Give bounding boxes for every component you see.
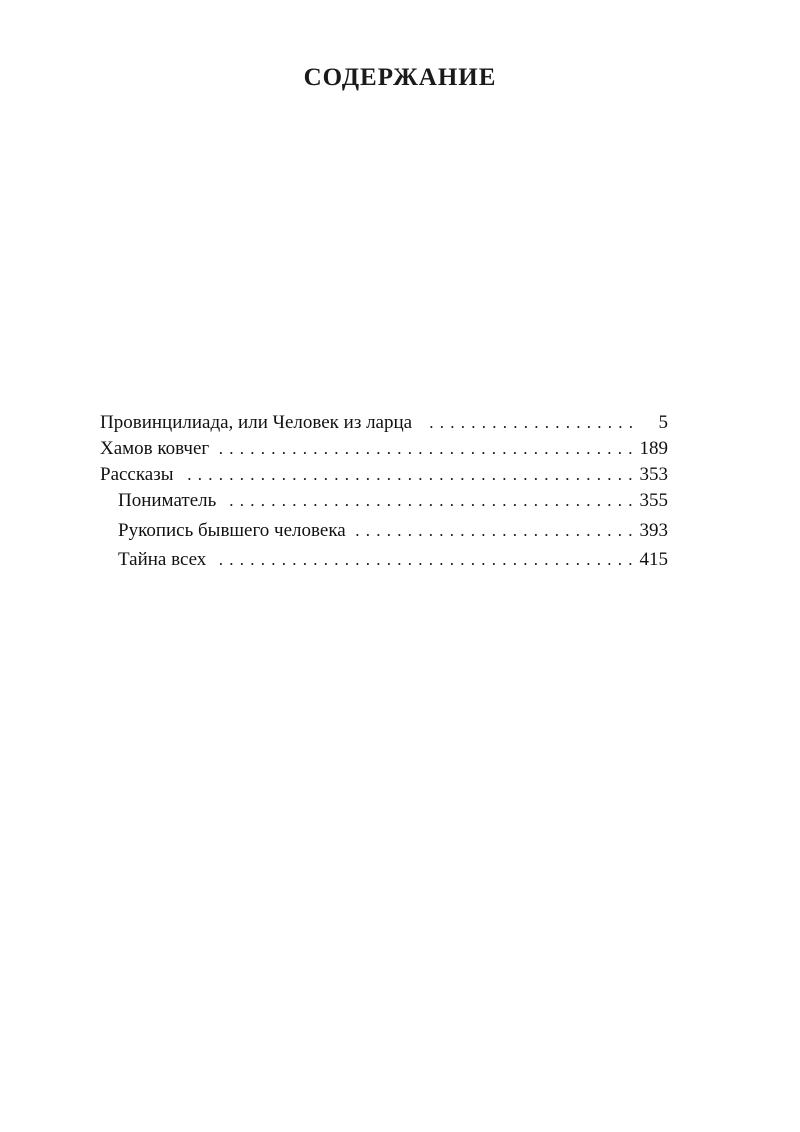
page-title: СОДЕРЖАНИЕ bbox=[303, 64, 497, 91]
toc-entry-ponimatel[interactable] bbox=[100, 488, 668, 514]
table-of-contents bbox=[100, 410, 668, 573]
toc-entry-label: Рассказы bbox=[100, 464, 174, 485]
toc-entry-page: 353 bbox=[639, 464, 668, 485]
toc-entry-page: 5 bbox=[658, 412, 668, 433]
toc-entry-label: Рукопись бывшего человека bbox=[118, 520, 346, 541]
toc-entry-page: 355 bbox=[639, 490, 668, 511]
dot-leader bbox=[219, 436, 633, 462]
dot-leader bbox=[422, 410, 634, 436]
toc-entry-page: 415 bbox=[639, 549, 668, 570]
toc-entry-page: 189 bbox=[639, 438, 668, 459]
toc-entry-rukopis[interactable] bbox=[100, 514, 668, 547]
toc-entry-label: Хамов ковчег bbox=[100, 438, 210, 459]
toc-entry-rasskazy[interactable] bbox=[100, 462, 668, 488]
toc-entry-label: Тайна всех bbox=[118, 549, 207, 570]
toc-entry-page: 393 bbox=[639, 520, 668, 541]
toc-entry-tayna-vsekh[interactable] bbox=[100, 547, 668, 573]
dot-leader bbox=[184, 462, 634, 488]
toc-entry-label: Провинцилиада, или Человек из ларца bbox=[100, 412, 413, 433]
toc-entry-label: Пониматель bbox=[118, 490, 217, 511]
dot-leader bbox=[226, 488, 633, 514]
toc-entry-khamov-kovcheg[interactable] bbox=[100, 436, 668, 462]
toc-entry-provintsiliada[interactable] bbox=[100, 410, 668, 436]
dot-leader bbox=[356, 514, 634, 547]
dot-leader bbox=[216, 547, 633, 573]
